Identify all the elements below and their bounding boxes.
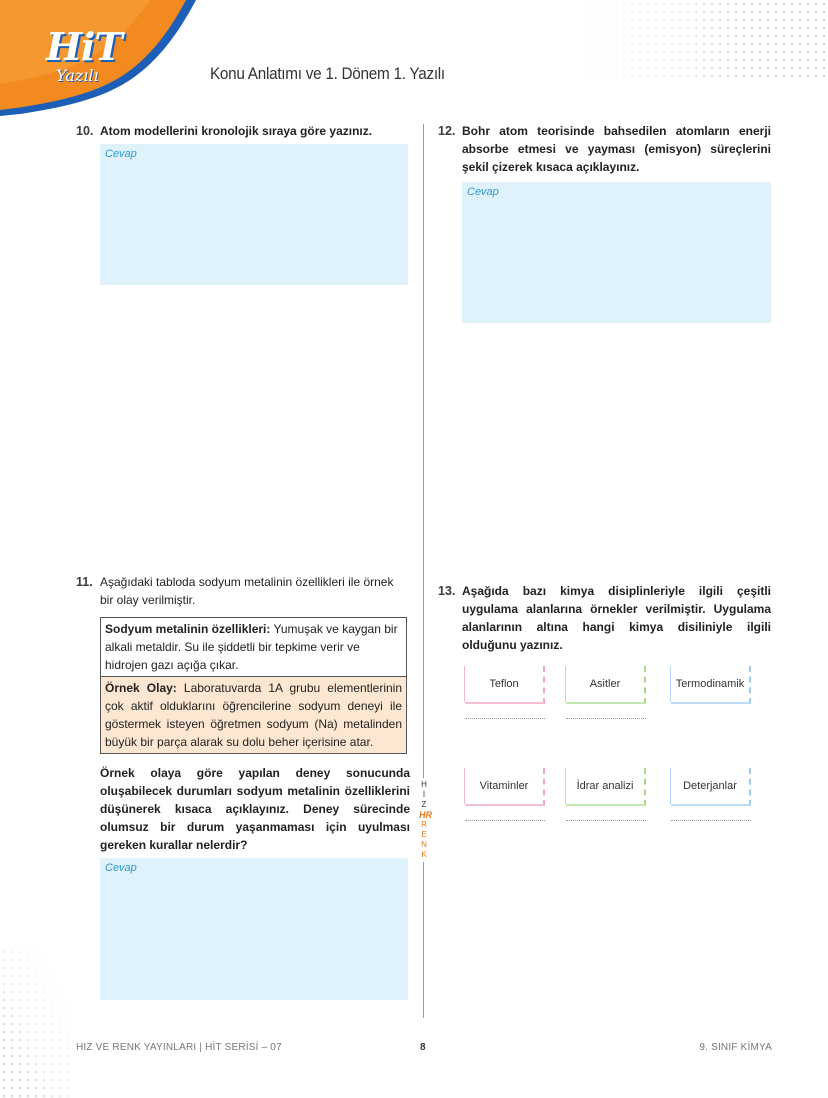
- application-card-thermodynamics: Termodinamik: [671, 666, 751, 704]
- application-card-vitamins: Vitaminler: [465, 768, 545, 806]
- column-divider: [423, 124, 424, 1018]
- divider-letter: R: [421, 820, 427, 829]
- question-number: 11.: [76, 575, 93, 589]
- question-11-prompt: Örnek olaya göre yapılan deney sonucunda oluşabilecek durumları sodyum metalinin özelliklerini düşünerek kısaca açıklayınız. Deney sürecinde olumsuz bir durum yaşanmaması için uyulması gereken kurallar nelerdir?: [100, 766, 410, 852]
- question-text: Bohr atom teorisinde bahsedilen atomların enerji absorbe etmesi ve yayması (emisyon) süreçlerini şekil çizerek kısaca açıklayınız.: [462, 124, 771, 174]
- answer-box-q10[interactable]: [100, 144, 408, 285]
- page-header-title: Konu Anlatımı ve 1. Dönem 1. Yazılı: [210, 64, 445, 83]
- question-number: 10.: [76, 124, 94, 138]
- answer-line[interactable]: [465, 718, 545, 719]
- divider-brand-label: [419, 778, 432, 862]
- question-13: [438, 582, 771, 654]
- divider-letter: N: [421, 840, 427, 849]
- question-text: Atom modellerini kronolojik sıraya göre yazınız.: [100, 124, 373, 138]
- application-card-detergents: Deterjanlar: [671, 768, 751, 806]
- question-intro: Aşağıdaki tabloda sodyum metalinin özellikleri ile örnek bir olay verilmiştir.: [100, 575, 394, 607]
- divider-letter: E: [421, 830, 427, 839]
- answer-line[interactable]: [671, 820, 751, 821]
- question-11: [76, 573, 410, 609]
- decorative-dots-bottom-left: [0, 948, 70, 1098]
- answer-line[interactable]: [566, 718, 646, 719]
- question-10: [76, 122, 410, 140]
- decorative-dots-top-right: [588, 0, 828, 80]
- divider-brand-mark: HR: [419, 810, 432, 820]
- answer-box-q11[interactable]: [100, 858, 408, 1000]
- answer-label: Cevap: [105, 862, 137, 874]
- footer-publisher: HIZ VE RENK YAYINLARI | HİT SERİSİ – 07: [76, 1042, 282, 1053]
- question-number: 12.: [438, 124, 456, 138]
- divider-letter: I: [422, 790, 426, 799]
- sodium-properties-cell: [101, 618, 406, 677]
- page-number: 8: [420, 1042, 426, 1053]
- properties-text: Yumuşak ve kaygan bir alkali metaldir. Su ile şiddetli bir tepkime verir ve hidrojen gazı açığa çıkar.: [105, 622, 398, 672]
- application-card-acids: Asitler: [566, 666, 646, 704]
- divider-letter: K: [421, 850, 427, 859]
- event-heading: Örnek Olay:: [105, 681, 177, 695]
- logo-main-text: HiT: [46, 24, 122, 69]
- footer-subject: 9. SINIF KİMYA: [699, 1042, 772, 1053]
- application-card-teflon: Teflon: [465, 666, 545, 704]
- divider-letter: H: [421, 780, 427, 789]
- header-logo: [0, 0, 200, 120]
- answer-label: Cevap: [467, 186, 499, 198]
- logo-sub-text: Yazılı: [56, 66, 99, 85]
- question-text: Aşağıda bazı kimya disiplinleriyle ilgili çeşitli uygulama alanlarına örnekler verilmiştir. Uygulama alanlarının altına hangi kimya disiliniyle ilgili olduğunu yazınız.: [462, 584, 771, 652]
- answer-line[interactable]: [465, 820, 545, 821]
- question-12: [438, 122, 771, 176]
- sodium-info-table: [100, 617, 407, 754]
- question-number: 13.: [438, 584, 456, 598]
- answer-line[interactable]: [566, 820, 646, 821]
- answer-label: Cevap: [105, 148, 137, 160]
- application-card-urine-analysis: İdrar analizi: [566, 768, 646, 806]
- divider-letter: Z: [421, 800, 427, 809]
- answer-box-q12[interactable]: [462, 182, 771, 323]
- example-event-cell: [101, 677, 406, 753]
- event-text: Laboratuvarda 1A grubu elementlerinin çok aktif olduklarını öğrencilerine sodyum deneyi ile göstermek isteyen öğretmen sodyum (Na) metalinden büyük bir parça alarak su dolu beher içerisine atar.: [105, 681, 402, 749]
- properties-heading: Sodyum metalinin özellikleri:: [105, 622, 271, 636]
